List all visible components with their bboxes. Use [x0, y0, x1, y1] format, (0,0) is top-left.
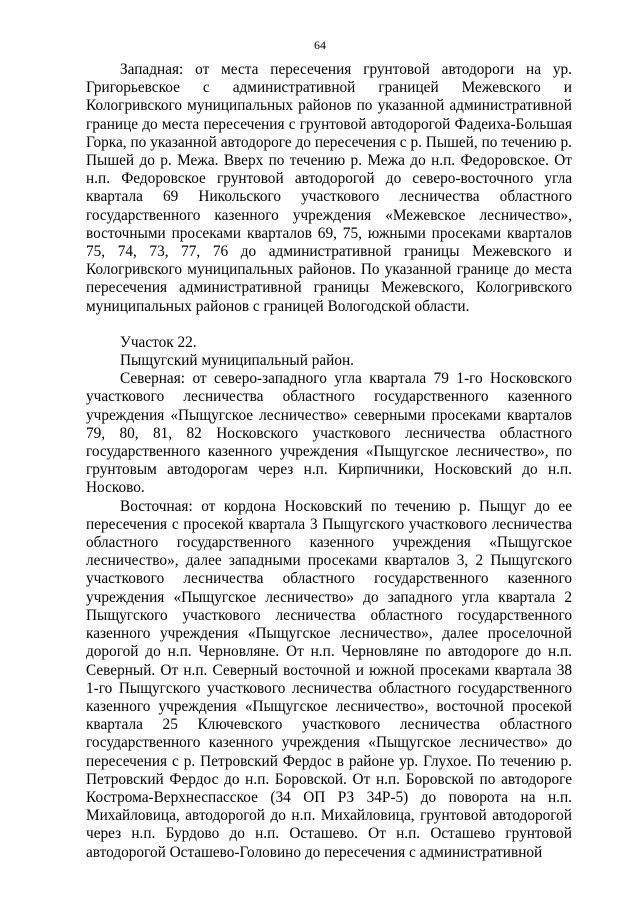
- paragraph-northern-boundary: Северная: от северо-западного угла квартала 79 1-го Носковского участкового лесничества областного государственного казенного учреждения «Пыщугское лесничество» северными просеками кварталов 79, 80, 81, 82 Носковского участкового лесничества областного государственного казенного учреждения «Пыщугское лесничество», по грунтовым автодорогам через н.п. Кирпичники, Носковский до н.п. Носково.: [86, 370, 572, 497]
- section-heading: Участок 22.: [120, 333, 197, 351]
- page-number: 64: [314, 38, 326, 52]
- document-body: [86, 61, 572, 862]
- paragraph-eastern-boundary: Восточная: от кордона Носковский по течению р. Пыщуг до ее пересечения с просекой квартала 3 Пыщугского участкового лесничества областного государственного казенного учреждения «Пыщугское лесничество», далее западными просеками кварталов 3, 2 Пыщугского участкового лесничества областного государственного казенного учреждения «Пыщугское лесничество» до западного угла квартала 2 Пыщугского участкового лесничества областного государственного казенного учреждения «Пыщугское лесничество», далее проселочной дорогой до н.п. Черновляне. От н.п. Черновляне по автодороге до н.п. Северный. От н.п. Северный восточной и южной просеками квартала 38 1-го Пыщугского участкового лесничества областного государственного казенного учреждения «Пыщугское лесничество», восточной просекой квартала 25 Ключевского участкового лесничества областного государственного казенного учреждения «Пыщугское лесничество» до пересечения с р. Петровский Фердос в районе ур. Глухое. По течению р. Петровский Фердос до н.п. Боровской. От н.п. Боровской по автодороге Кострома-Верхнеспасское (34 ОП РЗ 34Р-5) до поворота на н.п. Михайловица, автодорогой до н.п. Михайловица, грунтовой автодорогой через н.п. Бурдово до н.п. Осташево. От н.п. Осташево грунтовой автодорогой Осташево-Головино до пересечения с административной: [86, 497, 572, 861]
- district-name: Пыщугский муниципальный район.: [120, 352, 354, 370]
- paragraph-spacer: [86, 316, 572, 334]
- paragraph-western-boundary: Западная: от места пересечения грунтовой автодороги на ур. Григорьевское с административной границей Межевского и Кологривского муниципальных районов по указанной административной границе до места пересечения с грунтовой автодорогой Фадеиха-Большая Горка, по указанной автодороге до пересечения с р. Пышей, по течению р. Пышей до р. Межа. Вверх по течению р. Межа до н.п. Федоровское. От н.п. Федоровское грунтовой автодорогой до северо-восточного угла квартала 69 Никольского участкового лесничества областного государственного казенного учреждения «Межевское лесничество», восточными просеками кварталов 69, 75, южными просеками кварталов 75, 74, 73, 77, 76 до административной границы Межевского и Кологривского муниципальных районов. По указанной границе до места пересечения административной границы Межевского, Кологривского муниципальных районов с границей Вологодской области.: [86, 61, 572, 315]
